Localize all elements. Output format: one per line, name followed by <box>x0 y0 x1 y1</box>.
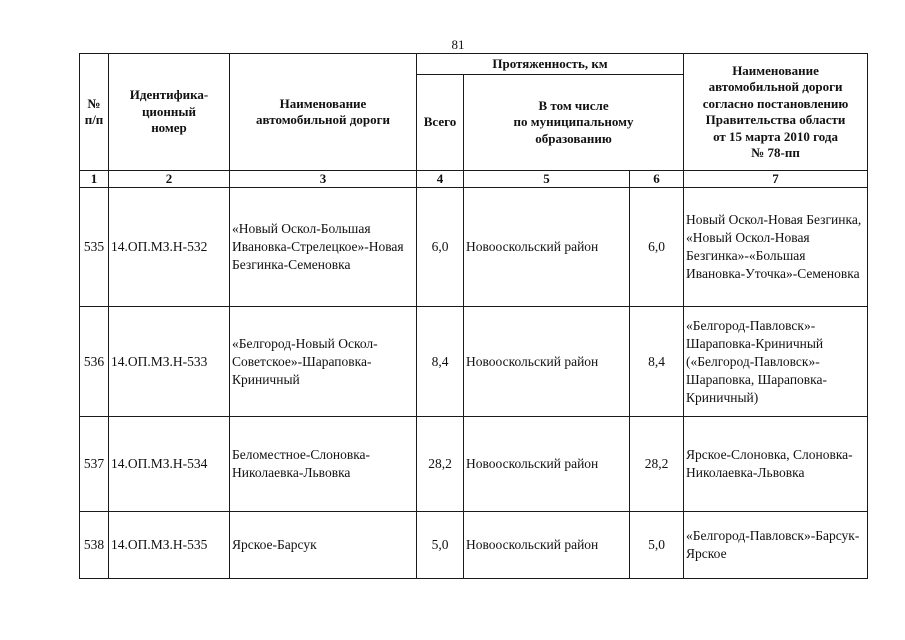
roads-table <box>79 53 868 579</box>
road-name: Ярское-Барсук <box>230 512 417 579</box>
header-col-id: Идентифика- ционный номер <box>109 54 230 171</box>
road-id: 14.ОП.МЗ.Н-534 <box>109 417 230 512</box>
table-row <box>80 512 868 579</box>
road-id: 14.ОП.МЗ.Н-533 <box>109 307 230 417</box>
road-name: «Белгород-Новый Оскол-Советское»-Шараповка-Криничный <box>230 307 417 417</box>
road-total-length: 6,0 <box>417 188 464 307</box>
municipality: Новооскольский район <box>464 417 630 512</box>
table-row <box>80 417 868 512</box>
column-number: 1 <box>80 171 109 188</box>
municipal-length: 8,4 <box>630 307 684 417</box>
column-number: 2 <box>109 171 230 188</box>
page-number: 81 <box>451 37 465 52</box>
column-number: 7 <box>684 171 868 188</box>
municipality: Новооскольский район <box>464 512 630 579</box>
road-total-length: 8,4 <box>417 307 464 417</box>
row-number: 537 <box>80 417 109 512</box>
road-total-length: 5,0 <box>417 512 464 579</box>
header-col-number: № п/п <box>80 54 109 171</box>
municipal-length: 28,2 <box>630 417 684 512</box>
table-row <box>80 307 868 417</box>
road-total-length: 28,2 <box>417 417 464 512</box>
decree-road-name: «Белгород-Павловск»-Барсук-Ярское <box>684 512 868 579</box>
municipality: Новооскольский район <box>464 188 630 307</box>
road-id: 14.ОП.МЗ.Н-535 <box>109 512 230 579</box>
road-name: Беломестное-Слоновка-Николаевка-Львовка <box>230 417 417 512</box>
row-number: 535 <box>80 188 109 307</box>
row-number: 538 <box>80 512 109 579</box>
decree-road-name: Ярское-Слоновка, Слоновка-Николаевка-Львовка <box>684 417 868 512</box>
header-col-total: Всего <box>417 75 464 171</box>
table-row <box>80 188 868 307</box>
header-col-decree: Наименование автомобильной дороги согласно постановлению Правительства области от 15 марта 2010 года № 78-пп <box>684 54 868 171</box>
column-number: 4 <box>417 171 464 188</box>
header-col-municipal: В том числе по муниципальному образованию <box>464 75 684 171</box>
road-name: «Новый Оскол-Большая Ивановка-Стрелецкое»-Новая Безгинка-Семеновка <box>230 188 417 307</box>
road-id: 14.ОП.МЗ.Н-532 <box>109 188 230 307</box>
row-number: 536 <box>80 307 109 417</box>
municipal-length: 6,0 <box>630 188 684 307</box>
header-col-name: Наименование автомобильной дороги <box>230 54 417 171</box>
decree-road-name: Новый Оскол-Новая Безгинка, «Новый Оскол-Новая Безгинка»-«Большая Ивановка-Уточка»-Семеновка <box>684 188 868 307</box>
column-number: 3 <box>230 171 417 188</box>
column-number: 5 <box>464 171 630 188</box>
decree-road-name: «Белгород-Павловск»-Шараповка-Криничный («Белгород-Павловск»-Шараповка, Шараповка-Криничный) <box>684 307 868 417</box>
column-number: 6 <box>630 171 684 188</box>
municipal-length: 5,0 <box>630 512 684 579</box>
header-col-length-group: Протяженность, км <box>417 54 684 75</box>
municipality: Новооскольский район <box>464 307 630 417</box>
